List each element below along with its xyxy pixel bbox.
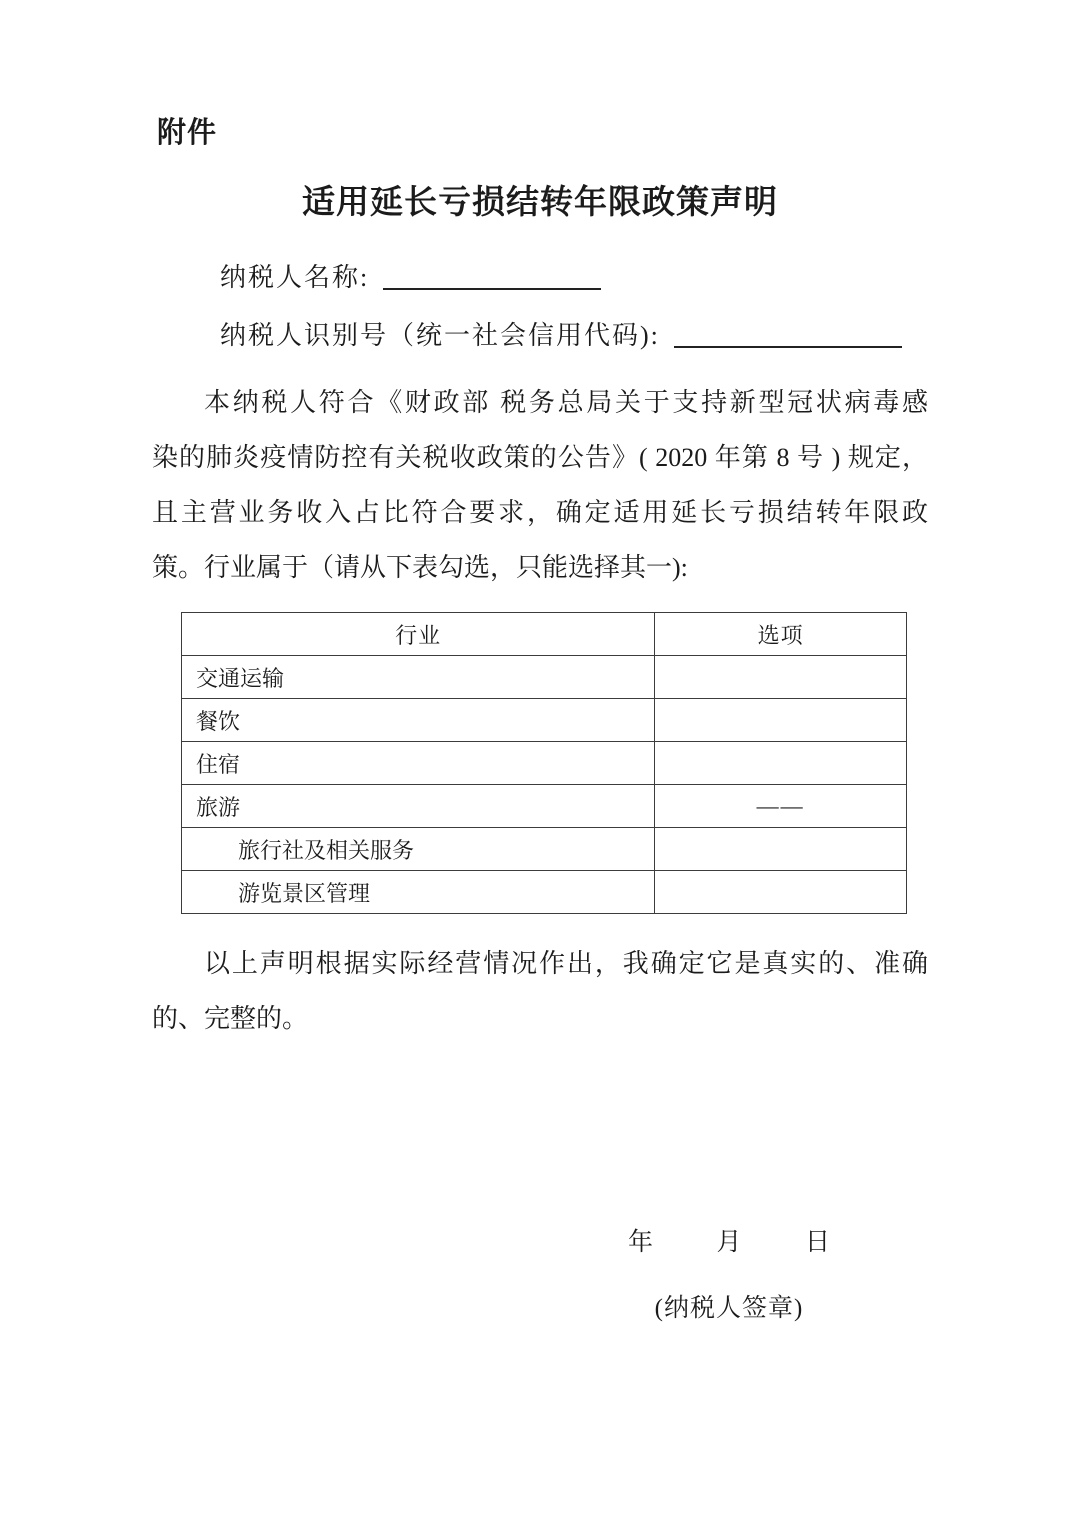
declaration-line: 染的肺炎疫情防控有关税收政策的公告》( 2020 年第 8 号 ) 规定， bbox=[152, 443, 928, 472]
table-row bbox=[182, 699, 907, 742]
table-row bbox=[182, 828, 907, 871]
taxpayer-name-blank-field bbox=[383, 260, 601, 290]
date-line bbox=[628, 1222, 830, 1258]
industry-table-header-row bbox=[182, 613, 907, 656]
closing-line: 的、完整的。 bbox=[152, 1004, 309, 1033]
table-row bbox=[182, 785, 907, 828]
industry-table bbox=[181, 612, 907, 914]
option-cell bbox=[655, 699, 907, 742]
taxpayer-fields bbox=[220, 246, 902, 362]
table-row bbox=[182, 871, 907, 914]
taxpayer-id-row bbox=[220, 304, 902, 362]
date-month-label: 月 bbox=[716, 1229, 742, 1256]
taxpayer-id-blank-field bbox=[674, 318, 902, 348]
industry-cell-travel-agency: 旅行社及相关服务 bbox=[182, 828, 655, 871]
option-cell-tourism-dash: —— bbox=[655, 785, 907, 828]
option-column-header: 选项 bbox=[655, 613, 907, 656]
industry-cell-tourism: 旅游 bbox=[182, 785, 655, 828]
option-cell bbox=[655, 742, 907, 785]
table-row bbox=[182, 656, 907, 699]
industry-column-header: 行业 bbox=[182, 613, 655, 656]
declaration-paragraph bbox=[152, 375, 928, 595]
option-cell bbox=[655, 828, 907, 871]
signature-block bbox=[628, 1222, 830, 1324]
document-title: 适用延长亏损结转年限政策声明 bbox=[302, 185, 778, 221]
taxpayer-id-label: 纳税人识别号（统一社会信用代码): bbox=[220, 320, 660, 350]
declaration-line: 策。行业属于（请从下表勾选，只能选择其一): bbox=[152, 553, 688, 582]
taxpayer-name-label: 纳税人名称: bbox=[220, 262, 370, 292]
declaration-line: 且主营业务收入占比符合要求，确定适用延长亏损结转年限政 bbox=[152, 498, 928, 527]
taxpayer-seal-label: (纳税人签章) bbox=[654, 1295, 804, 1322]
industry-cell-scenic-area: 游览景区管理 bbox=[182, 871, 655, 914]
date-year-label: 年 bbox=[628, 1229, 654, 1256]
industry-cell-catering: 餐饮 bbox=[182, 699, 655, 742]
industry-cell-transport: 交通运输 bbox=[182, 656, 655, 699]
date-day-label: 日 bbox=[804, 1229, 830, 1256]
closing-paragraph bbox=[152, 936, 928, 1046]
closing-line: 以上声明根据实际经营情况作出，我确定它是真实的、准确 bbox=[204, 949, 928, 978]
taxpayer-name-row bbox=[220, 246, 902, 304]
option-cell bbox=[655, 871, 907, 914]
attachment-label: 附件 bbox=[157, 117, 218, 149]
declaration-line: 本纳税人符合《财政部 税务总局关于支持新型冠状病毒感 bbox=[204, 388, 928, 417]
industry-cell-accommodation: 住宿 bbox=[182, 742, 655, 785]
table-row bbox=[182, 742, 907, 785]
option-cell bbox=[655, 656, 907, 699]
